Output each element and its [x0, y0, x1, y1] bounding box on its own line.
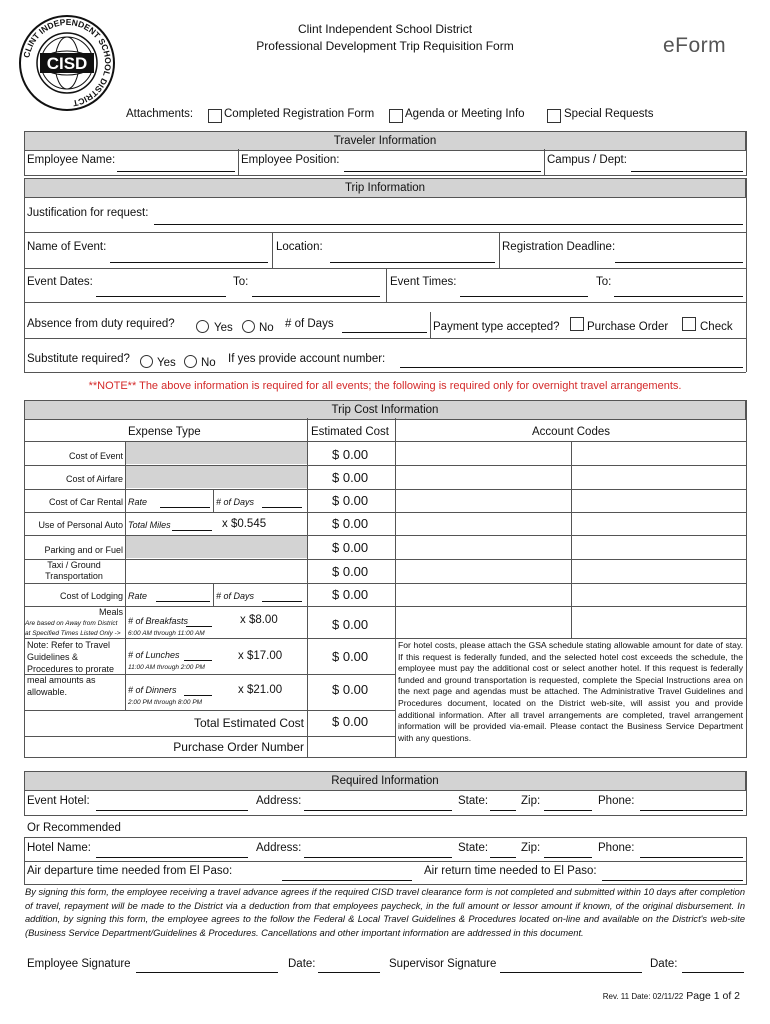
- seal-text: CLINT INDEPENDENT SCHOOL DISTRICT: [21, 16, 114, 109]
- car-rental-amount[interactable]: $ 0.00: [332, 493, 369, 508]
- hotel-address-label: Address:: [256, 842, 302, 854]
- air-return-field[interactable]: [602, 880, 743, 881]
- absence-yes-label: Yes: [214, 322, 233, 334]
- event-hotel-state-field[interactable]: [490, 810, 516, 811]
- event-times-to-label: To:: [596, 276, 612, 288]
- car-rental-rate-field[interactable]: [160, 507, 210, 508]
- trip-section-bar: Trip Information: [24, 178, 746, 198]
- hotel-state-label: State:: [458, 842, 489, 854]
- required-section-bar: Required Information: [24, 771, 746, 791]
- attachment-agenda-checkbox[interactable]: [389, 109, 403, 123]
- employee-name-label: Employee Name:: [27, 154, 116, 166]
- registration-deadline-field[interactable]: [615, 262, 743, 263]
- meals-amount[interactable]: $ 0.00: [332, 617, 369, 632]
- lunches-field[interactable]: [184, 660, 212, 661]
- car-rental-label: Cost of Car Rental: [48, 497, 123, 507]
- or-recommended-label: Or Recommended: [27, 822, 121, 834]
- event-hotel-state-label: State:: [458, 795, 489, 807]
- attachment-special-checkbox[interactable]: [547, 109, 561, 123]
- hotel-address-field[interactable]: [304, 857, 452, 858]
- taxi-label: Taxi / Ground Transportation: [45, 560, 103, 581]
- campus-dept-label: Campus / Dept:: [547, 154, 627, 166]
- account-number-field[interactable]: [400, 367, 743, 368]
- supervisor-signature-field[interactable]: [500, 972, 642, 973]
- hotel-phone-field[interactable]: [640, 857, 743, 858]
- purchase-order-checkbox[interactable]: [570, 317, 584, 331]
- dinner-amount[interactable]: $ 0.00: [332, 682, 369, 697]
- purchase-order-label: Purchase Order: [587, 321, 669, 333]
- payment-type-label: Payment type accepted?: [433, 321, 560, 333]
- meals-note-2: at Specified Times Listed Only ->: [25, 630, 121, 637]
- absence-no-radio[interactable]: [242, 320, 255, 333]
- account-codes-header: Account Codes: [532, 426, 610, 438]
- lunches-label: # of Lunches: [128, 650, 180, 660]
- event-hotel-label: Event Hotel:: [27, 795, 90, 807]
- registration-deadline-label: Registration Deadline:: [502, 241, 616, 253]
- logo-text: CISD: [46, 54, 88, 73]
- attachment-registration-checkbox[interactable]: [208, 109, 222, 123]
- purchase-order-number-label: Purchase Order Number: [173, 740, 304, 754]
- employee-position-label: Employee Position:: [241, 154, 340, 166]
- dinner-time: 2:00 PM through 8:00 PM: [128, 699, 203, 706]
- dinners-label: # of Dinners: [128, 685, 177, 695]
- substitute-no-radio[interactable]: [184, 355, 197, 368]
- estimated-cost-header: Estimated Cost: [311, 426, 389, 438]
- total-miles-label: Total Miles: [128, 520, 171, 530]
- lunch-amount[interactable]: $ 0.00: [332, 649, 369, 664]
- employee-signature-label: Employee Signature: [27, 958, 131, 970]
- hotel-name-field[interactable]: [96, 857, 248, 858]
- cost-of-airfare-amount[interactable]: $ 0.00: [332, 470, 369, 485]
- cost-of-airfare-label: Cost of Airfare: [65, 474, 123, 484]
- meals-note-1: Are based on Away from District: [25, 620, 118, 627]
- cost-of-event-amount[interactable]: $ 0.00: [332, 447, 369, 462]
- hotel-state-field[interactable]: [490, 857, 516, 858]
- car-rental-rate-label: Rate: [128, 497, 148, 507]
- travel-guidelines-note: Note: Refer to Travel Guidelines & Procedures to prorate meal amounts as allowable.: [27, 640, 115, 698]
- num-days-label: # of Days: [285, 318, 334, 330]
- event-name-field[interactable]: [110, 262, 268, 263]
- absence-no-label: No: [259, 322, 274, 334]
- justification-label: Justification for request:: [27, 207, 149, 219]
- form-title: Professional Development Trip Requisition Form: [256, 39, 514, 53]
- event-date-start-field[interactable]: [96, 296, 226, 297]
- car-rental-days-field[interactable]: [262, 507, 302, 508]
- event-name-label: Name of Event:: [27, 241, 107, 253]
- check-label: Check: [700, 321, 733, 333]
- date-1-field[interactable]: [318, 972, 380, 973]
- location-field[interactable]: [330, 262, 495, 263]
- lodging-days-label: # of Days: [216, 591, 255, 601]
- page-number: Page 1 of 2: [686, 990, 740, 1002]
- agreement-text: By signing this form, the employee receiving a travel advance agrees if the required CISD travel clearance form is not completed and submitted within 10 days after completion of travel, repayment will be made to the District via a deduction from that employees paycheck, in the full amount or lessor amount if known, of the original disbursement. In addition, by signing this form, the employee agrees to the follow the Federal & Local Travel Guidelines & Procedures located on-line and available on the District's web-site (Business Service Department/Guidelines & Procedures. Cancellations and other important information are addressed in this document.: [25, 887, 745, 938]
- meals-label: Meals: [98, 607, 123, 617]
- event-hotel-zip-field[interactable]: [544, 810, 592, 811]
- event-hotel-field[interactable]: [96, 810, 248, 811]
- lodging-days-field[interactable]: [262, 601, 302, 602]
- total-miles-field[interactable]: [172, 530, 212, 531]
- overnight-note: **NOTE** The above information is required for all events; the following is required only for overnight travel arrangements.: [88, 380, 682, 392]
- lodging-label: Cost of Lodging: [59, 591, 123, 601]
- personal-auto-amount[interactable]: $ 0.00: [332, 516, 369, 531]
- attachment-registration-label: Completed Registration Form: [224, 108, 375, 120]
- event-hotel-zip-label: Zip:: [521, 795, 541, 807]
- attachments-label: Attachments:: [126, 108, 194, 120]
- event-hotel-address-label: Address:: [256, 795, 302, 807]
- lodging-amount[interactable]: $ 0.00: [332, 587, 369, 602]
- event-dates-to-label: To:: [233, 276, 249, 288]
- dinners-field[interactable]: [184, 695, 212, 696]
- event-hotel-phone-label: Phone:: [598, 795, 635, 807]
- employee-name-field[interactable]: [117, 171, 235, 172]
- eform-logo: [663, 34, 726, 58]
- event-date-end-field[interactable]: [252, 296, 380, 297]
- air-return-label: Air return time needed to El Paso:: [424, 865, 597, 877]
- event-dates-label: Event Dates:: [27, 276, 93, 288]
- hotel-zip-label: Zip:: [521, 842, 541, 854]
- breakfasts-label: # of Breakfasts: [128, 616, 189, 626]
- personal-auto-label: Use of Personal Auto: [38, 520, 123, 530]
- expense-type-header: Expense Type: [128, 426, 201, 438]
- lunch-rate: x $17.00: [238, 650, 283, 662]
- hotel-name-label: Hotel Name:: [27, 842, 91, 854]
- breakfast-rate: x $8.00: [240, 614, 278, 626]
- event-times-label: Event Times:: [390, 276, 457, 288]
- date-2-label: Date:: [650, 958, 678, 970]
- hotel-cost-note: For hotel costs, please attach the GSA schedule stating allowable amount for date of stay. If this request is federally funded, and the selected hotel cost exceeds the schedule, the employee must pay the additional cost or select another hotel. If this request is federally funded and ground transportation is requested, complete the Special Instructions area on the next page and agendas must be attached. The Administrative Travel Guidelines and Procedures document, located on the District web-site, will assist you and provide additional information. After all travel arrangements are completed, travel arrangement information will be provided via-email. Please contact the Business Service Department with any questions.: [398, 640, 743, 743]
- cost-of-event-label: Cost of Event: [68, 451, 123, 461]
- hotel-zip-field[interactable]: [544, 857, 592, 858]
- hotel-phone-label: Phone:: [598, 842, 635, 854]
- taxi-amount[interactable]: $ 0.00: [332, 564, 369, 579]
- purchase-order-number-field[interactable]: [308, 737, 394, 757]
- campus-dept-field[interactable]: [631, 171, 743, 172]
- substitute-no-label: No: [201, 357, 216, 369]
- date-1-label: Date:: [288, 958, 316, 970]
- event-time-end-field[interactable]: [614, 296, 743, 297]
- justification-field[interactable]: [154, 224, 743, 225]
- parking-fuel-label: Parking and or Fuel: [44, 545, 123, 555]
- revision-date: Rev. 11 Date: 02/11/22: [602, 992, 684, 1001]
- lunch-time: 11:00 AM through 2:00 PM: [128, 664, 205, 671]
- eform-label: eForm: [663, 34, 727, 57]
- account-number-label: If yes provide account number:: [228, 353, 386, 365]
- check-checkbox[interactable]: [682, 317, 696, 331]
- lodging-rate-field[interactable]: [156, 601, 210, 602]
- breakfasts-field[interactable]: [186, 626, 212, 627]
- air-departure-label: Air departure time needed from El Paso:: [27, 865, 233, 877]
- footer: [603, 990, 740, 1002]
- num-days-field[interactable]: [342, 332, 427, 333]
- parking-fuel-amount[interactable]: $ 0.00: [332, 540, 369, 555]
- cost-section-bar: Trip Cost Information: [24, 400, 746, 420]
- location-label: Location:: [276, 241, 323, 253]
- absence-yes-radio[interactable]: [196, 320, 209, 333]
- employee-position-field[interactable]: [344, 171, 541, 172]
- car-rental-days-label: # of Days: [216, 497, 255, 507]
- attachment-special-label: Special Requests: [564, 108, 654, 120]
- event-time-start-field[interactable]: [460, 296, 588, 297]
- mileage-rate: x $0.545: [222, 518, 267, 530]
- substitute-yes-label: Yes: [157, 357, 176, 369]
- air-departure-field[interactable]: [282, 880, 412, 881]
- event-hotel-address-field[interactable]: [304, 810, 452, 811]
- total-estimated-amount[interactable]: $ 0.00: [332, 714, 369, 729]
- substitute-yes-radio[interactable]: [140, 355, 153, 368]
- absence-label: Absence from duty required?: [27, 318, 175, 330]
- date-2-field[interactable]: [682, 972, 744, 973]
- substitute-label: Substitute required?: [27, 353, 130, 365]
- dinner-rate: x $21.00: [238, 684, 283, 696]
- supervisor-signature-label: Supervisor Signature: [389, 958, 497, 970]
- traveler-section-bar: Traveler Information: [24, 131, 746, 151]
- breakfast-time: 6:00 AM through 11:00 AM: [128, 630, 205, 637]
- attachment-agenda-label: Agenda or Meeting Info: [405, 108, 525, 120]
- lodging-rate-label: Rate: [128, 591, 148, 601]
- employee-signature-field[interactable]: [136, 972, 278, 973]
- event-hotel-phone-field[interactable]: [640, 810, 743, 811]
- total-estimated-label: Total Estimated Cost: [193, 716, 304, 730]
- district-name: Clint Independent School District: [297, 22, 473, 36]
